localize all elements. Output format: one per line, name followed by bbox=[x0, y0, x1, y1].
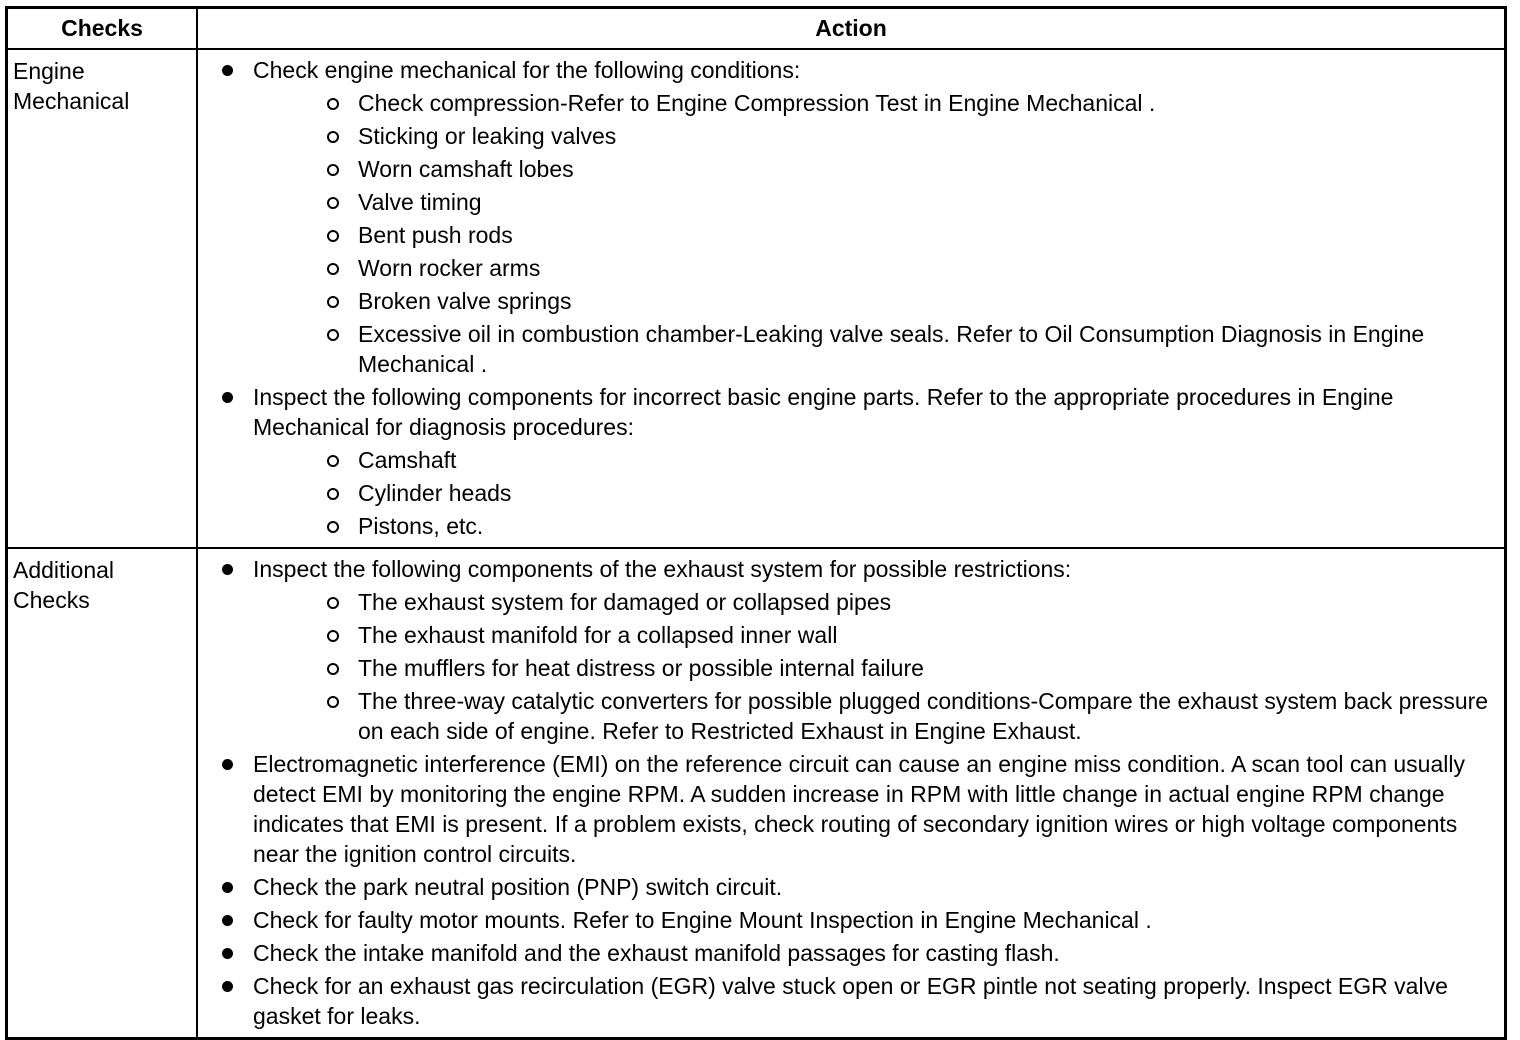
sub-list-item: The mufflers for heat distress or possible internal failure bbox=[253, 653, 1496, 683]
header-action: Action bbox=[815, 15, 887, 41]
list-item-text: Check engine mechanical for the following conditions: bbox=[253, 57, 801, 83]
list-item bbox=[198, 554, 1496, 746]
sub-list-item: Broken valve springs bbox=[253, 286, 1496, 316]
sub-list-item: Bent push rods bbox=[253, 220, 1496, 250]
list-item: Electromagnetic interference (EMI) on the reference circuit can cause an engine miss condition. A scan tool can usually detect EMI by monitoring the engine RPM. A sudden increase in RPM with little change in actual engine RPM change indicates that EMI is present. If a problem exists, check routing of secondary ignition wires or high voltage components near the ignition control circuits. bbox=[198, 749, 1496, 869]
table-row bbox=[8, 48, 1504, 547]
list-item-text: Inspect the following components of the exhaust system for possible restrictions: bbox=[253, 556, 1072, 582]
table-header-row bbox=[8, 9, 1504, 48]
sub-list-item: Camshaft bbox=[253, 445, 1496, 475]
action-cell bbox=[198, 50, 1504, 547]
sub-list-item: Valve timing bbox=[253, 187, 1496, 217]
checks-table bbox=[5, 6, 1507, 1040]
list-item: Check the intake manifold and the exhaust manifold passages for casting flash. bbox=[198, 938, 1496, 968]
list-item bbox=[198, 382, 1496, 541]
row-label: Additional Checks bbox=[8, 549, 198, 1037]
sub-list-item: Cylinder heads bbox=[253, 478, 1496, 508]
sub-list-item: Worn rocker arms bbox=[253, 253, 1496, 283]
sub-list-item: Worn camshaft lobes bbox=[253, 154, 1496, 184]
action-cell bbox=[198, 549, 1504, 1037]
table-row bbox=[8, 547, 1504, 1037]
sub-list-item: The exhaust system for damaged or collapsed pipes bbox=[253, 587, 1496, 617]
sub-list-item: Sticking or leaking valves bbox=[253, 121, 1496, 151]
sub-list-item: Excessive oil in combustion chamber-Leaking valve seals. Refer to Oil Consumption Diagnosis in Engine Mechanical . bbox=[253, 319, 1496, 379]
row-label: Engine Mechanical bbox=[8, 50, 198, 547]
sub-list-item: Pistons, etc. bbox=[253, 511, 1496, 541]
list-item-text: Inspect the following components for incorrect basic engine parts. Refer to the appropriate procedures in Engine Mechanical for diagnosis procedures: bbox=[253, 384, 1394, 440]
list-item bbox=[198, 55, 1496, 379]
list-item: Check for faulty motor mounts. Refer to Engine Mount Inspection in Engine Mechanical . bbox=[198, 905, 1496, 935]
sub-list-item: The exhaust manifold for a collapsed inner wall bbox=[253, 620, 1496, 650]
sub-list-item: Check compression-Refer to Engine Compression Test in Engine Mechanical . bbox=[253, 88, 1496, 118]
list-item: Check the park neutral position (PNP) switch circuit. bbox=[198, 872, 1496, 902]
list-item: Check for an exhaust gas recirculation (EGR) valve stuck open or EGR pintle not seating properly. Inspect EGR valve gasket for leaks. bbox=[198, 971, 1496, 1031]
header-checks: Checks bbox=[8, 9, 198, 48]
sub-list-item: The three-way catalytic converters for possible plugged conditions-Compare the exhaust system back pressure on each side of engine. Refer to Restricted Exhaust in Engine Exhaust. bbox=[253, 686, 1496, 746]
